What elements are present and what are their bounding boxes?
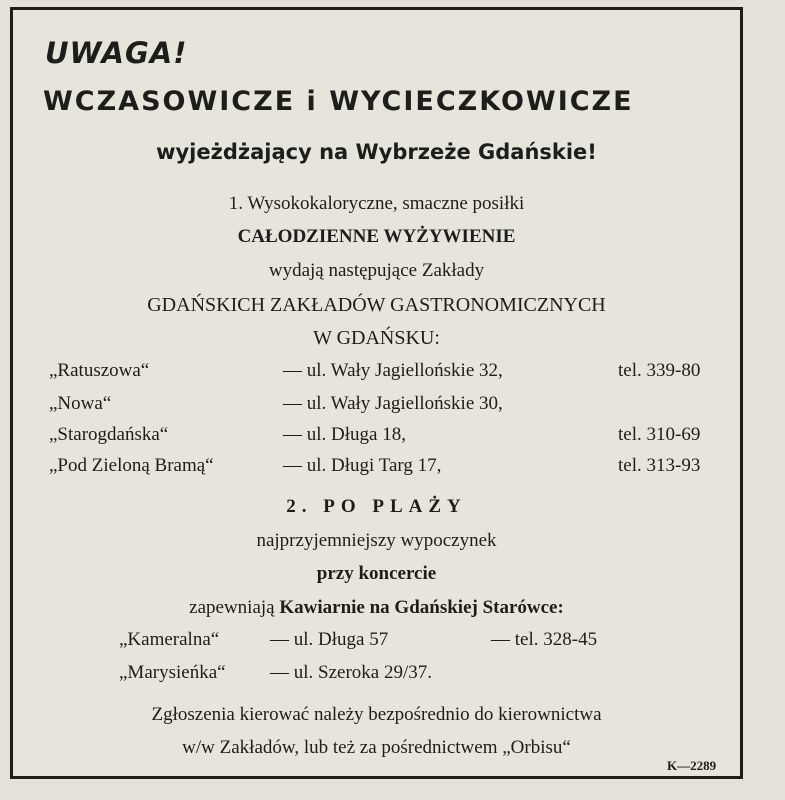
cafe-address: — ul. Szeroka 29/37. xyxy=(270,662,433,683)
restaurant-name: „Nowa“ xyxy=(49,393,112,414)
cafe-name: „Marysieńka“ xyxy=(119,662,226,683)
section1-provided-by: wydają następujące Zakłady xyxy=(268,260,485,281)
section2-line1: najprzyjemniejszy wypoczynek xyxy=(256,530,497,551)
section1-intro: 1. Wysokokaloryczne, smaczne posiłki xyxy=(228,193,525,214)
footer-line2: w/w Zakładów, lub też za pośrednictwem „Orbisu“ xyxy=(182,737,571,758)
section1-city: W GDAŃSKU: xyxy=(313,327,440,349)
advertisement-frame xyxy=(10,7,743,779)
ad-code: K—2289 xyxy=(667,758,717,773)
restaurant-phone: tel. 313-93 xyxy=(618,455,701,476)
restaurant-name: „Ratuszowa“ xyxy=(49,360,150,381)
section2-line2: przy koncercie xyxy=(316,563,437,584)
restaurant-address: — ul. Wały Jagiellońskie 32, xyxy=(283,360,503,381)
headline-destination: wyjeżdżający na Wybrzeże Gdańskie! xyxy=(156,140,597,164)
restaurant-address: — ul. Długi Targ 17, xyxy=(283,455,442,476)
cafe-phone: — tel. 328-45 xyxy=(491,629,598,650)
restaurant-name: „Starogdańska“ xyxy=(49,424,169,445)
headline-uwaga: UWAGA! xyxy=(45,36,188,70)
restaurant-name: „Pod Zieloną Bramą“ xyxy=(49,455,214,476)
restaurant-phone: tel. 339-80 xyxy=(618,360,701,381)
section2-line3-bold: Kawiarnie na Gdańskiej Starówce: xyxy=(279,597,564,618)
footer-line1: Zgłoszenia kierować należy bezpośrednio do kierownictwa xyxy=(151,704,602,725)
headline-audience: WCZASOWICZE i WYCIECZKOWICZE xyxy=(43,86,634,117)
section2-title: 2. PO PLAŻY xyxy=(286,496,467,517)
restaurant-address: — ul. Wały Jagiellońskie 30, xyxy=(283,393,503,414)
cafe-address: — ul. Długa 57 xyxy=(270,629,389,650)
cafe-name: „Kameralna“ xyxy=(119,629,220,650)
section1-full-board: CAŁODZIENNE WYŻYWIENIE xyxy=(237,226,516,247)
restaurant-address: — ul. Długa 18, xyxy=(283,424,406,445)
section2-line3-prefix: zapewniają xyxy=(189,597,280,618)
restaurant-phone: tel. 310-69 xyxy=(618,424,701,445)
section2-line3 xyxy=(13,597,740,619)
section1-company: GDAŃSKICH ZAKŁADÓW GASTRONOMICZNYCH xyxy=(147,294,606,316)
